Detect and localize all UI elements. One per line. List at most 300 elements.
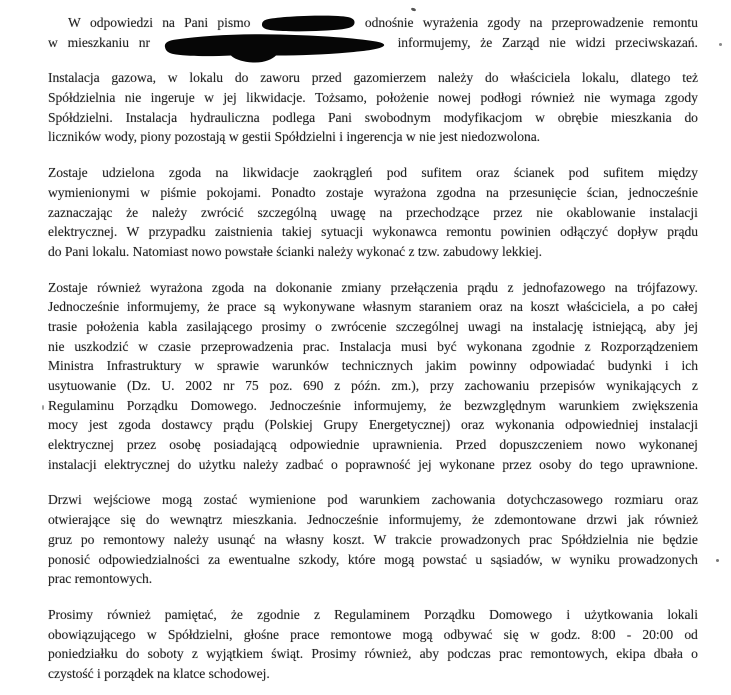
word: wyrażona — [373, 184, 427, 200]
paragraph — [48, 68, 698, 147]
word: w — [138, 338, 149, 354]
word: sufitem — [603, 165, 644, 181]
word: Domowego — [489, 606, 553, 622]
word: położenia — [86, 318, 139, 334]
word: wykonawca — [372, 224, 437, 240]
word: przy — [429, 378, 454, 393]
text-line — [48, 127, 698, 147]
word: wejściowe — [93, 492, 151, 508]
word: drzwi — [586, 512, 618, 528]
word: ich — [681, 358, 698, 374]
text-line — [48, 396, 698, 416]
word: likwidacje. — [246, 90, 306, 106]
word: za — [208, 551, 221, 567]
text-line — [48, 415, 698, 435]
word: do — [125, 646, 140, 662]
word: poniedziałku — [48, 646, 118, 662]
word: o — [330, 456, 338, 472]
word: schodowej. — [208, 665, 270, 681]
word: Porządku — [126, 397, 178, 413]
scan-artifact-speck — [719, 43, 722, 46]
word: Jednocześnie — [48, 299, 120, 315]
word: z — [691, 378, 698, 393]
word: warunkiem — [359, 492, 420, 508]
text-line — [48, 222, 698, 242]
word: odnośnie — [364, 15, 414, 30]
word: lokalu — [189, 70, 224, 86]
word: wody, — [104, 129, 138, 145]
word: - — [626, 626, 632, 642]
word: wykonać — [356, 243, 406, 259]
word: mieszkania. — [232, 512, 297, 528]
word: w — [48, 34, 58, 50]
word: prace — [290, 626, 320, 642]
word: szczególnej — [395, 318, 459, 334]
word: takiej — [281, 224, 312, 240]
word: ścian, — [586, 184, 618, 200]
word: zgoda — [211, 279, 245, 295]
word: pozostają — [174, 129, 226, 145]
word: zostaje — [326, 184, 364, 200]
word: w — [194, 358, 205, 374]
word: jak — [627, 512, 645, 528]
word: aby — [419, 646, 440, 662]
word: również — [97, 279, 141, 295]
word: należy — [317, 243, 353, 259]
word: również — [107, 606, 151, 622]
paragraph — [48, 278, 698, 475]
word: i — [339, 129, 344, 145]
paragraph — [48, 605, 698, 684]
word: widzi — [575, 34, 606, 50]
word: posiadającą — [213, 437, 277, 453]
word: zaworu — [260, 70, 300, 86]
word: instalacji — [649, 417, 698, 433]
word: też — [682, 70, 698, 86]
text-line — [48, 530, 698, 550]
word: użytku — [198, 456, 236, 472]
word: w — [228, 129, 239, 145]
word: modyfikacjom — [443, 109, 523, 125]
word: z — [584, 338, 591, 354]
word: a — [637, 299, 644, 315]
word: wyrażona — [150, 279, 203, 295]
word: nie — [583, 90, 601, 106]
word: Tożsamo, — [315, 90, 367, 106]
word: pamiętać, — [164, 606, 217, 622]
word: głośne — [243, 626, 279, 642]
word: pod — [568, 165, 589, 181]
word: na — [614, 279, 628, 295]
word: wynikających — [606, 378, 682, 393]
word: dopuszczeniem — [499, 437, 583, 453]
word: i — [566, 606, 571, 622]
word: ponosić — [48, 551, 90, 567]
word: powinien — [500, 224, 551, 240]
scan-artifact-speck — [716, 559, 719, 562]
word: rozmiaru — [614, 492, 664, 508]
text-line — [48, 33, 698, 53]
word: podlega — [272, 109, 316, 125]
word: na — [379, 204, 393, 220]
word: całej — [672, 299, 698, 315]
word: Instalacja — [48, 70, 100, 86]
word: przepisów — [539, 378, 596, 393]
word: instalację — [532, 318, 584, 334]
word: prądu — [467, 279, 499, 295]
word: prosimy — [261, 318, 306, 334]
word: oraz — [674, 492, 698, 508]
word: 20:00 — [642, 626, 674, 642]
word: należy — [243, 456, 279, 472]
word: przez — [493, 204, 523, 220]
word: oraz — [476, 165, 500, 181]
text-line — [48, 278, 698, 298]
word: Prosimy — [311, 646, 357, 662]
word: informujemy, — [126, 299, 200, 315]
word: że — [126, 204, 139, 220]
word: koszt — [530, 299, 559, 315]
word: dbała — [653, 646, 683, 662]
word: jej — [418, 456, 432, 472]
word: nowo — [595, 437, 626, 453]
paragraph — [48, 163, 698, 261]
word: Instalacja — [125, 109, 178, 125]
word: odpowiedniej — [565, 417, 639, 433]
text-line — [48, 297, 698, 317]
word: warunków — [271, 358, 329, 374]
word: wyniku — [569, 551, 610, 567]
word: aby — [655, 318, 676, 334]
word: się — [120, 512, 136, 528]
word: zgoda — [118, 417, 151, 433]
word: Domowego. — [190, 397, 257, 413]
word: prac — [499, 646, 523, 662]
word: na — [162, 15, 175, 30]
word: usytuowanie — [48, 378, 117, 393]
text-line — [48, 605, 698, 625]
word: elektrycznej — [48, 437, 114, 453]
text-line — [48, 337, 698, 357]
word: i — [97, 665, 101, 681]
word: udzielona — [102, 165, 155, 181]
text-line — [48, 242, 698, 262]
word: mogą — [384, 551, 415, 567]
word: pokojami. — [206, 184, 261, 200]
text-line — [48, 203, 698, 223]
word: W — [373, 531, 387, 547]
word: musi — [400, 338, 428, 354]
word: osobę — [169, 437, 201, 453]
word: ingerencja — [346, 129, 403, 145]
word: jakim — [425, 358, 457, 374]
word: dostawcy — [161, 417, 213, 433]
word: zwiększenia — [632, 397, 698, 413]
word: właściciela, — [566, 299, 630, 315]
word: prace — [227, 299, 257, 315]
word: zm.), — [391, 378, 420, 393]
word: Spółdzielnia — [561, 531, 629, 547]
word: z — [507, 279, 514, 295]
word: jest — [438, 129, 458, 145]
word: Instalacja — [339, 338, 392, 354]
word: kabla — [148, 318, 178, 334]
word: Regulaminem — [334, 606, 410, 622]
word: zachowania — [431, 492, 496, 508]
word: Prosimy — [48, 606, 93, 622]
word: lokalu, — [581, 70, 619, 86]
word: po — [651, 299, 665, 315]
word: szkody, — [298, 551, 340, 567]
word: również, — [364, 646, 412, 662]
word: wykonania — [495, 417, 555, 433]
word: z — [191, 646, 198, 662]
word: z — [313, 606, 320, 622]
word: gazomierzem — [353, 70, 427, 86]
word: dlatego — [630, 70, 671, 86]
word: remontowy — [103, 531, 165, 547]
word: trójfazowy. — [636, 279, 698, 295]
word: Energetycznej) — [368, 417, 451, 433]
word: wykonywane — [282, 299, 355, 315]
word: niedozwolona. — [461, 129, 541, 145]
text-line — [48, 108, 698, 128]
word: Zarząd — [502, 34, 540, 50]
word: odbywać — [443, 626, 493, 642]
word: należy — [173, 531, 209, 547]
word: jednofazowego — [522, 279, 606, 295]
redaction-mark — [260, 16, 356, 30]
word: że — [480, 34, 493, 50]
word: nie — [48, 338, 65, 354]
word: na — [529, 15, 543, 30]
word: Drzwi — [48, 492, 82, 508]
word: informujemy, — [397, 34, 471, 50]
word: bezwzględnym — [464, 397, 546, 413]
word: u — [475, 551, 483, 567]
word: zgodnie — [257, 606, 300, 622]
word: Rozporządzeniem — [600, 338, 698, 354]
text-line — [48, 625, 698, 645]
word: godz. — [550, 626, 581, 642]
word: zmiany — [341, 279, 382, 295]
word: uwagę — [330, 204, 366, 220]
word: od — [684, 626, 698, 642]
word: podczas — [447, 646, 491, 662]
word: koszt. — [332, 531, 365, 547]
word: przed — [311, 70, 342, 86]
word: Spółdzielni. — [48, 109, 113, 125]
word: nie — [536, 204, 553, 220]
text-line — [48, 376, 698, 396]
word: pod — [386, 165, 407, 181]
word: zadbać — [285, 456, 324, 472]
text-line — [48, 510, 698, 530]
word: jej — [684, 318, 698, 334]
word: oraz — [461, 417, 485, 433]
word: zgodna — [436, 184, 476, 200]
scan-artifact-speck — [411, 7, 417, 12]
word: piony — [140, 129, 172, 145]
text-line — [48, 183, 698, 203]
word: prac — [48, 571, 72, 587]
word: zaznaczając — [48, 204, 113, 220]
word: nie — [637, 531, 654, 547]
word: do — [145, 512, 160, 528]
word: jednocześnie — [628, 184, 698, 200]
word: remontowych, — [530, 646, 608, 662]
word: hydrauliczna — [189, 109, 260, 125]
word: soboty — [147, 646, 184, 662]
word: instalacji — [48, 456, 97, 472]
word: odłączyć — [560, 224, 609, 240]
word: prowadzonych — [440, 531, 521, 547]
word: instalacji — [649, 204, 698, 220]
word: przeprowadzenie — [551, 15, 644, 30]
word: również — [531, 90, 575, 106]
word: w — [535, 109, 545, 125]
scan-artifact-speck — [42, 405, 44, 410]
word: jej — [223, 90, 237, 106]
text-line — [48, 455, 698, 475]
word: czasie — [158, 338, 191, 354]
word: obrębie — [557, 109, 599, 125]
word: ingeruje — [150, 90, 195, 106]
word: powstać — [422, 551, 467, 567]
word: (Polskiej — [264, 417, 313, 433]
word: Pani — [184, 15, 209, 30]
word: piśmie — [160, 184, 197, 200]
word: w — [204, 90, 214, 106]
word: informujemy, — [353, 397, 427, 413]
word: późn. — [350, 378, 381, 393]
word: remontu — [446, 224, 492, 240]
word: Spółdzielni, — [167, 626, 233, 642]
word: że — [207, 299, 220, 315]
word: prądu — [667, 224, 698, 240]
word: w — [529, 626, 540, 642]
word: własny — [285, 531, 324, 547]
word: ścianki — [276, 243, 315, 259]
word: ekipa — [616, 646, 646, 662]
word: powinny — [469, 358, 517, 374]
document-body — [48, 13, 698, 684]
word: lokalu. — [92, 243, 130, 259]
word: wymienione — [248, 492, 316, 508]
word: czystość — [48, 665, 94, 681]
word: do — [234, 70, 249, 86]
word: przesunięcie — [509, 184, 577, 200]
word: o — [691, 646, 698, 662]
word: na — [156, 665, 170, 681]
word: zasilającego — [186, 318, 253, 334]
word: przypadku — [148, 224, 206, 240]
word: informujemy, — [388, 512, 462, 528]
word: Pani — [327, 109, 352, 125]
word: w — [167, 70, 178, 86]
word: otwierające — [48, 512, 111, 528]
word: Jednocześnie — [269, 397, 341, 413]
word: zgody — [664, 90, 698, 106]
word: o — [315, 318, 322, 334]
word: zachowaniu — [464, 378, 530, 393]
word: pismo — [217, 15, 251, 30]
word: przeciwskazań. — [615, 34, 698, 50]
word: Infrastruktury — [106, 358, 182, 374]
word: na — [215, 165, 229, 181]
word: dopływ — [617, 224, 658, 240]
word: Natomiast — [132, 243, 189, 259]
word: zaistnienia — [214, 224, 273, 240]
word: Spółdzielni — [274, 129, 336, 145]
redaction-mark — [160, 36, 388, 50]
word: ewentualne — [228, 551, 291, 567]
word: trakcie — [395, 531, 432, 547]
word: jest — [88, 417, 108, 433]
word: prowadzonych — [618, 551, 698, 567]
word: przełączenia — [390, 279, 458, 295]
word: przez — [126, 437, 157, 453]
word: okablowanie — [566, 204, 636, 220]
word: nie — [124, 90, 142, 106]
word: z — [408, 243, 415, 259]
word: zwrócić — [200, 204, 244, 220]
word: w — [140, 184, 150, 200]
word: przechodzące — [406, 204, 480, 220]
word: nowo — [191, 243, 222, 259]
word: odpowiednie — [289, 437, 360, 453]
word: remontu — [652, 15, 698, 30]
word: uszkodzić — [74, 338, 129, 354]
word: warunkiem — [558, 397, 620, 413]
word: Ponadto — [271, 184, 316, 200]
word: Pani — [64, 243, 89, 259]
word: zgoda — [168, 165, 202, 181]
word: na — [253, 279, 267, 295]
word: odpowiedzi — [90, 15, 153, 30]
word: również — [654, 512, 698, 528]
word: położenie — [376, 90, 429, 106]
word: mieszkaniu — [67, 34, 129, 50]
word: wykonane — [439, 456, 495, 472]
word: lekkiej. — [502, 243, 543, 259]
word: nie — [419, 129, 436, 145]
word: zostać — [203, 492, 238, 508]
word: świąt. — [271, 646, 304, 662]
text-line — [48, 435, 698, 455]
word: nr — [138, 34, 150, 50]
word: zwrócenie — [331, 318, 387, 334]
word: prac. — [302, 338, 330, 354]
word: własnym — [362, 299, 412, 315]
word: na — [264, 531, 277, 547]
word: ścianek — [513, 165, 555, 181]
word: 75 — [245, 378, 259, 393]
word: podłogi — [480, 90, 522, 106]
word: nowej — [438, 90, 472, 106]
word: Przed — [455, 437, 487, 453]
word: prądu — [223, 417, 254, 433]
word: po — [80, 531, 95, 547]
text-line — [48, 68, 698, 88]
text-line — [48, 356, 698, 376]
word: klatce — [173, 665, 206, 681]
word: wykonana — [466, 338, 523, 354]
word: gestii — [241, 129, 272, 145]
word: poz. — [269, 378, 293, 393]
text-line — [48, 550, 698, 570]
word: dotychczasowego — [506, 492, 603, 508]
